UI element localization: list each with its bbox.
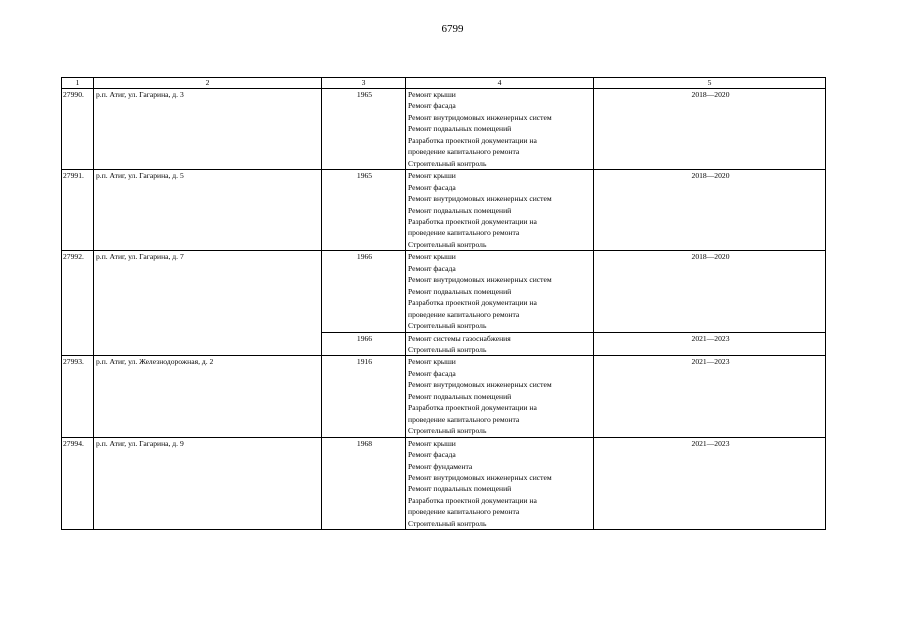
work-item: Ремонт подвальных помещений <box>408 124 512 134</box>
work-item: Ремонт крыши <box>408 171 456 181</box>
year-cell: 1965 <box>322 170 406 251</box>
address-cell: р.п. Атиг, ул. Гагарина, д. 5 <box>94 170 322 251</box>
work-item: Ремонт фасада <box>408 368 456 378</box>
work-item: проведение капитального ремонта <box>408 147 520 157</box>
record-number-cell: 27992. <box>62 251 94 356</box>
column-header: 5 <box>594 78 826 89</box>
work-item: Разработка проектной документации на <box>408 403 537 413</box>
work-item: проведение капитального ремонта <box>408 507 520 517</box>
work-item: Строительный контроль <box>408 158 487 168</box>
year-cell: 1916 <box>322 356 406 437</box>
table-row <box>62 89 826 170</box>
work-item: Строительный контроль <box>408 239 487 249</box>
work-item: Разработка проектной документации на <box>408 495 537 505</box>
period-cell: 2021—2023 <box>594 437 826 530</box>
record-number-cell: 27994. <box>62 437 94 530</box>
work-item: Ремонт внутридомовых инженерных систем <box>408 472 552 482</box>
period-cell: 2021—2023 <box>594 332 826 356</box>
work-item: Строительный контроль <box>408 426 487 436</box>
work-item: Ремонт подвальных помещений <box>408 484 512 494</box>
column-header: 2 <box>94 78 322 89</box>
column-header: 3 <box>322 78 406 89</box>
table-row <box>62 170 826 251</box>
work-item: Строительный контроль <box>408 344 487 354</box>
work-item: Ремонт крыши <box>408 90 456 99</box>
column-header: 4 <box>406 78 594 89</box>
work-item: Ремонт внутридомовых инженерных систем <box>408 194 552 204</box>
period-cell: 2018—2020 <box>594 170 826 251</box>
record-number-cell: 27990. <box>62 89 94 170</box>
work-item: проведение капитального ремонта <box>408 414 520 424</box>
work-item: Ремонт фасада <box>408 263 456 273</box>
work-item: Разработка проектной документации на <box>408 216 537 226</box>
work-item: проведение капитального ремонта <box>408 228 520 238</box>
record-number-cell: 27993. <box>62 356 94 437</box>
year-cell: 1966 <box>322 251 406 332</box>
work-item: Разработка проектной документации на <box>408 298 537 308</box>
year-cell: 1966 <box>322 332 406 356</box>
record-number-cell: 27991. <box>62 170 94 251</box>
works-cell <box>406 332 594 356</box>
work-item: Ремонт крыши <box>408 252 456 262</box>
work-item: Ремонт системы газоснабжения <box>408 333 511 343</box>
work-item: Ремонт подвальных помещений <box>408 205 512 215</box>
capital-repair-table <box>61 77 826 530</box>
works-cell <box>406 437 594 530</box>
work-item: Строительный контроль <box>408 518 487 528</box>
period-cell: 2018—2020 <box>594 251 826 332</box>
address-cell: р.п. Атиг, ул. Железнодорожная, д. 2 <box>94 356 322 437</box>
works-cell <box>406 89 594 170</box>
address-cell: р.п. Атиг, ул. Гагарина, д. 7 <box>94 251 322 356</box>
work-item: Ремонт фасада <box>408 182 456 192</box>
year-cell: 1965 <box>322 89 406 170</box>
period-cell: 2021—2023 <box>594 356 826 437</box>
work-item: Ремонт крыши <box>408 357 456 367</box>
work-item: Строительный контроль <box>408 321 487 331</box>
work-item: проведение капитального ремонта <box>408 309 520 319</box>
address-cell: р.п. Атиг, ул. Гагарина, д. 9 <box>94 437 322 530</box>
address-cell: р.п. Атиг, ул. Гагарина, д. 3 <box>94 89 322 170</box>
table-row <box>62 437 826 530</box>
work-item: Ремонт крыши <box>408 438 456 448</box>
page-number: 6799 <box>441 23 464 35</box>
work-item: Ремонт подвальных помещений <box>408 391 512 401</box>
works-cell <box>406 251 594 332</box>
column-header: 1 <box>62 78 94 89</box>
work-item: Ремонт фундамента <box>408 461 473 471</box>
year-cell: 1968 <box>322 437 406 530</box>
work-item: Ремонт фасада <box>408 450 456 460</box>
work-item: Ремонт внутридомовых инженерных систем <box>408 380 552 390</box>
works-cell <box>406 170 594 251</box>
work-item: Ремонт внутридомовых инженерных систем <box>408 112 552 122</box>
work-item: Ремонт фасада <box>408 101 456 111</box>
works-cell <box>406 356 594 437</box>
work-item: Разработка проектной документации на <box>408 135 537 145</box>
work-item: Ремонт внутридомовых инженерных систем <box>408 275 552 285</box>
table-row <box>62 251 826 332</box>
period-cell: 2018—2020 <box>594 89 826 170</box>
table-header-row <box>62 78 826 89</box>
work-item: Ремонт подвальных помещений <box>408 286 512 296</box>
table-row <box>62 356 826 437</box>
